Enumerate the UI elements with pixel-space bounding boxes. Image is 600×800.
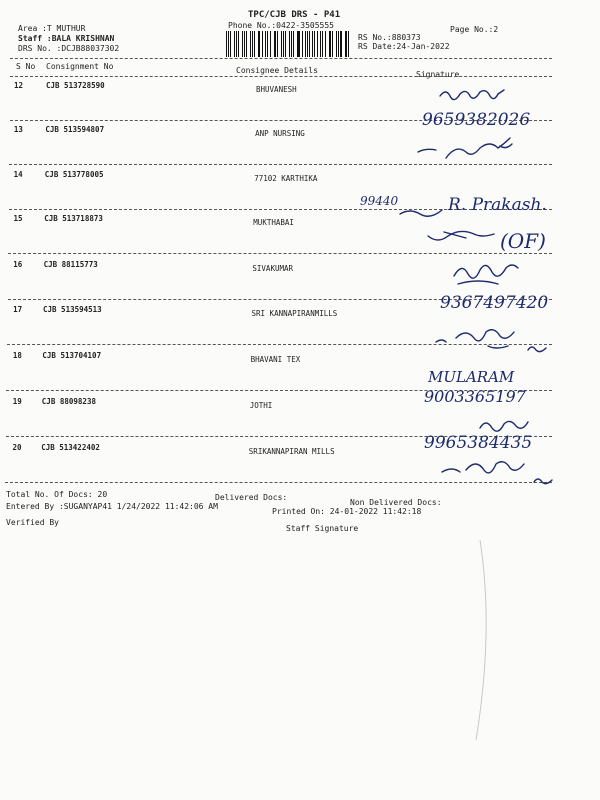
row-sno: 18 [12,351,22,360]
signature-scribble-15 [428,231,494,240]
rs-number: RS No.:880373 [358,33,421,42]
entered-by: Entered By :SUGANYAP41 1/24/2022 11:42:06 AM [6,502,218,511]
column-signature: Signature [416,70,460,79]
document-title: TPC/CJB DRS - P41 [248,10,341,20]
handwritten-note-15: (OF) [500,229,546,253]
area-label: Area :T MUTHUR [18,24,86,33]
row-sno: 16 [13,260,23,269]
row-sno: 19 [12,397,22,406]
row-consignment-number: CJB 88098238 [41,397,96,406]
staff-signature: Staff Signature [286,524,359,533]
handwritten-phone-19: 9965384435 [424,433,533,453]
row-consignment-number: CJB 513594807 [45,125,105,134]
signature-scribble-17 [436,330,546,352]
handwritten-phone-16: 9367497420 [440,293,549,313]
row-consignment-number: CJB 513728590 [46,81,105,90]
row-consignment-number: CJB 88115773 [43,260,98,269]
row-sno: 17 [13,305,23,314]
handwritten-phone-18: 9003365197 [424,387,526,406]
row-sno: 14 [13,170,23,179]
row-consignee: MUKTHABAI [253,218,294,227]
row-consignee: ANP NURSING [255,129,305,138]
printed-on: Printed On: 24-01-2022 11:42:18 [272,507,422,516]
non-delivered-docs: Non Delivered Docs: [350,498,442,507]
handwritten-phone-12: 9659382026 [422,110,531,130]
signature-scribble-20 [442,462,552,484]
row-consignee: BHUVANESH [256,85,297,94]
row-sno: 15 [13,214,23,223]
row-sno: 12 [14,81,24,90]
delivered-docs: Delivered Docs: [215,493,288,502]
total-docs: Total No. Of Docs: 20 [6,490,108,499]
column-consignee: Consignee Details [236,66,318,75]
row-consignment-number: CJB 513704107 [42,351,102,360]
phone-number: Phone No.:0422-3505555 [228,21,334,30]
row-sno: 13 [13,125,23,134]
row-consignee: SRI KANNAPIRANMILLS [251,309,338,318]
signature-scribble-16 [454,265,518,284]
row-consignment-number: CJB 513594513 [43,305,102,314]
column-sno: S No [16,62,36,71]
row-consignee: BHAVANI TEX [250,355,301,364]
rs-date: RS Date:24-Jan-2022 [358,42,450,51]
handwritten-name-14: R. Prakash. [448,195,547,215]
signature-scribble-12 [440,90,504,100]
signature-scribble-19 [480,421,528,431]
row-consignment-number: CJB 513718873 [44,214,103,223]
row-consignment-number: CJB 513422402 [41,443,100,452]
drs-number: DRS No. :DCJB88037302 [18,44,120,53]
row-consignee: SRIKANNAPIRAN MILLS [248,447,335,456]
row-consignee: SIVAKUMAR [252,264,294,273]
pencil-mark [440,530,500,770]
page-number: Page No.:2 [450,25,499,34]
handwritten-phone-14: 99440 [360,194,399,208]
signature-scribble-13 [418,138,512,158]
row-consignee: JOTHI [249,401,273,410]
column-consignment: Consignment No [46,62,114,71]
handwritten-name-18: MULARAM [428,368,515,386]
row-consignee: 77102 KARTHIKA [254,174,318,183]
verified-by: Verified By [6,518,59,527]
row-consignment-number: CJB 513778005 [44,170,104,179]
row-sno: 20 [12,443,22,452]
signature-scribble-14 [400,210,442,216]
staff-label: Staff :BALA KRISHNAN [18,34,115,43]
